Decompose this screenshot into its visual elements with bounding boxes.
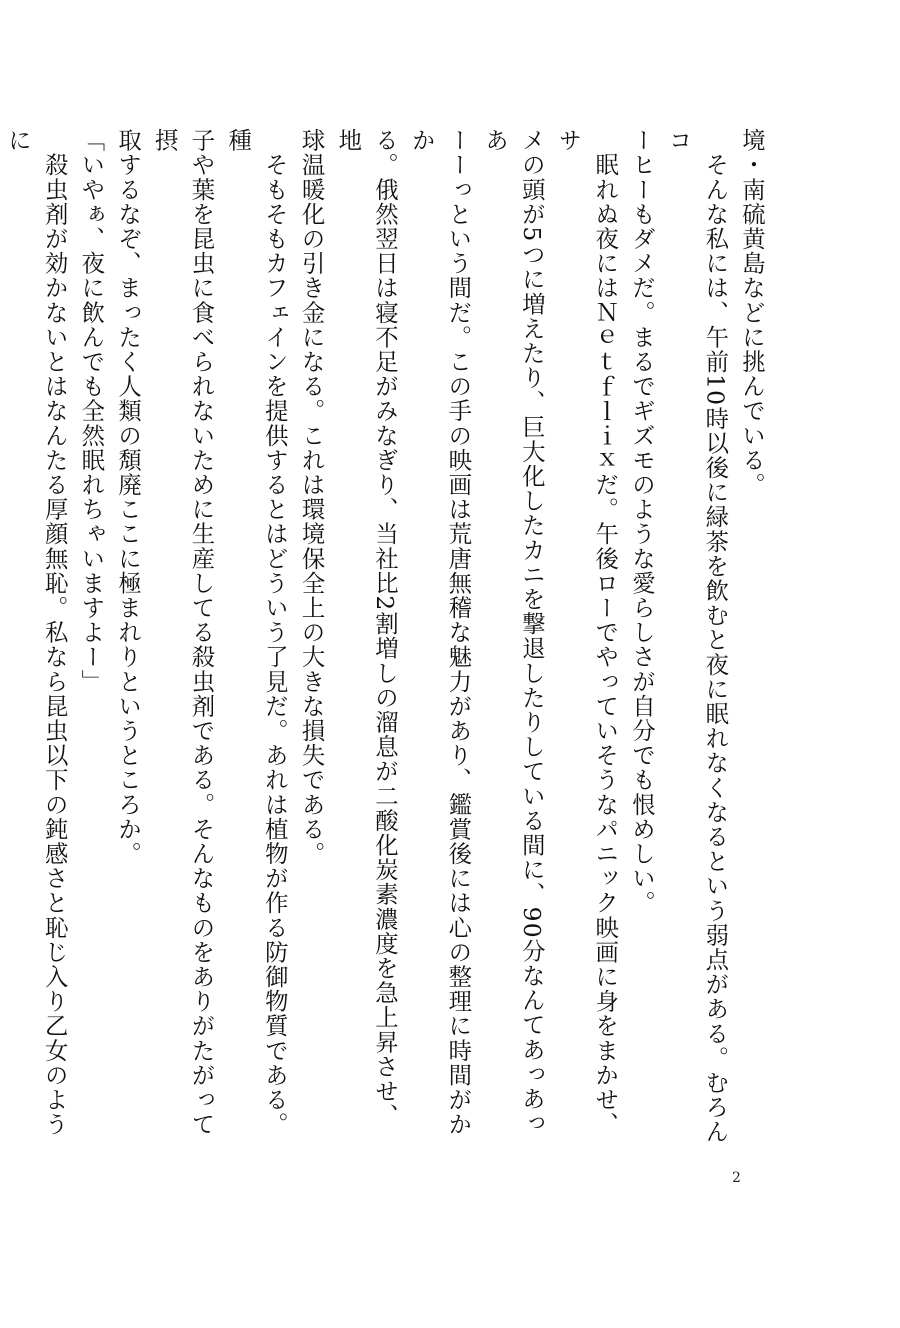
text-line: 眠れぬ夜にはＮｅｔｆｌｉｘだ。午後ローでやっていそうなパニック映画に身をまかせ、サ xyxy=(554,128,620,1137)
vertical-text-body xyxy=(3,128,770,1148)
text-line: 球温暖化の引き金になる。これは環境保全上の大きな損失である。 xyxy=(297,128,326,866)
text-line: メの頭が5つに増えたり、巨大化したカニを撃退したりしている間に、90分なんてあっあっあ xyxy=(481,128,546,1136)
text-line: ーヒーもダメだ。まるでギズモのような愛らしさが自分でも恨めしい。 xyxy=(627,128,656,916)
text-line: 取するなぞ、まったく人類の頽廃ここに極まれりというところか。 xyxy=(114,128,143,866)
text-line: 殺虫剤が効かないとはなんたる厚顔無恥。私なら昆虫以下の鈍感さと恥じ入り乙女のように xyxy=(3,128,69,1137)
page-number: 2 xyxy=(732,1170,741,1186)
text-line: 「いやぁ、夜に飲んでも全然眠れちゃいますよー」 xyxy=(77,128,106,694)
text-line: ーーっという間だ。この手の映画は荒唐無稽な魅力があり、鑑賞後には心の整理に時間がかか xyxy=(407,128,473,1137)
text-line: そもそもカフェインを提供するとはどういう了見だ。あれは植物が作る防御物質である。種 xyxy=(224,128,289,1137)
text-line: そんな私には、午前10時以後に緑茶を飲むと夜に眠れなくなるという弱点がある。むろんコ xyxy=(664,128,730,1145)
text-line: る。俄然翌日は寝不足がみなぎり、当社比2割増しの溜息が二酸化炭素濃度を急上昇させ、地 xyxy=(334,128,399,1129)
text-line: 子や葉を昆虫に食べられないために生産してる殺虫剤である。そんなものをありがたがって摂 xyxy=(150,128,216,1137)
text-line: 境・南硫黄島などに挑んでいる。 xyxy=(738,128,766,497)
